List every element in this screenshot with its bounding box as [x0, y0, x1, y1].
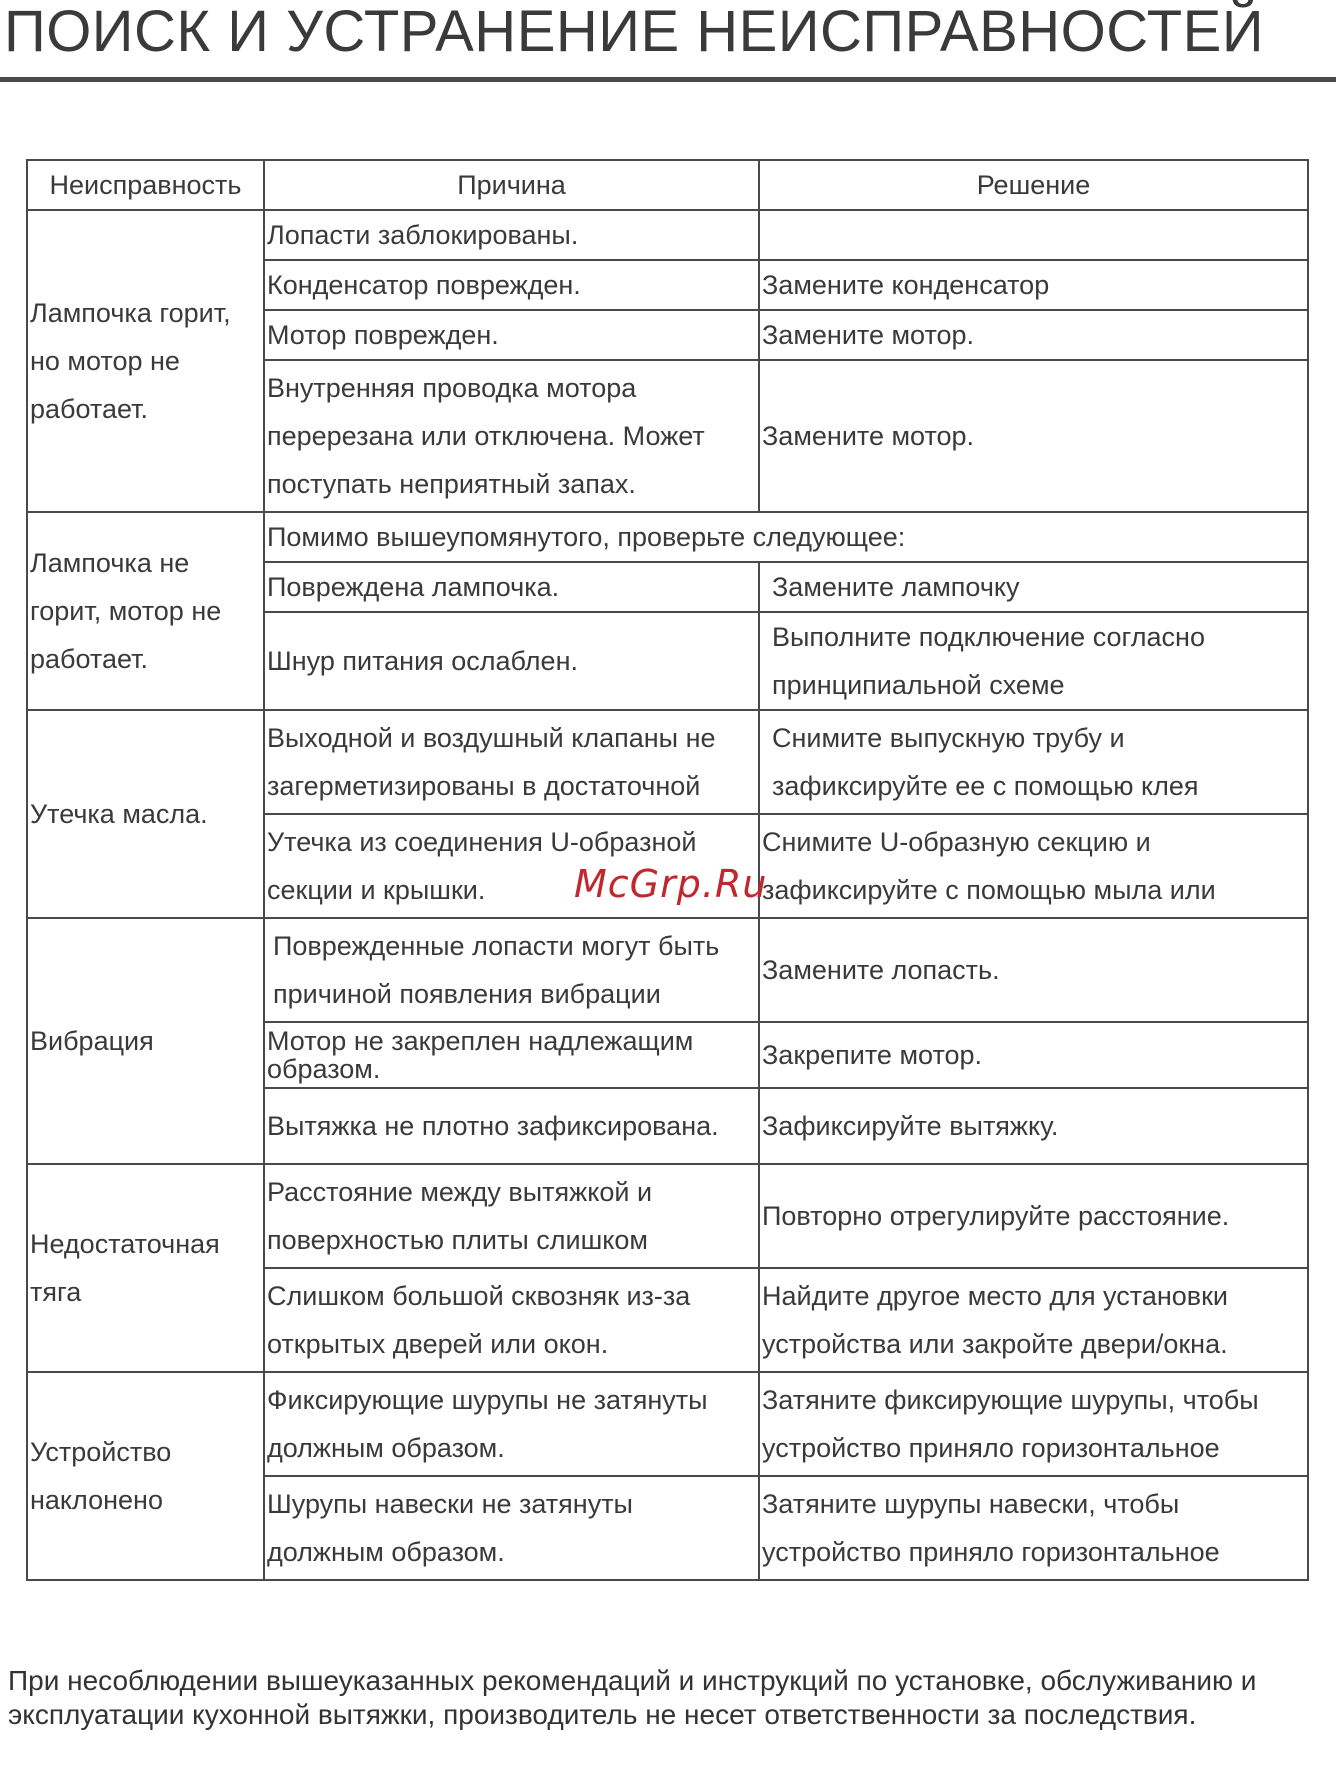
cause-cell: Слишком большой сквозняк из-за открытых дверей или окон.: [264, 1268, 759, 1372]
cause-cell: Лопасти заблокированы.: [264, 210, 759, 260]
solution-cell: Зафиксируйте вытяжку.: [759, 1088, 1308, 1164]
solution-cell: Замените конденсатор: [759, 260, 1308, 310]
fault-cell: Лампочка горит, но мотор не работает.: [27, 210, 264, 512]
header-fault: Неисправность: [27, 160, 264, 210]
fault-cell: Вибрация: [27, 918, 264, 1164]
solution-cell: Затяните фиксирующие шурупы, чтобы устройство приняло горизонтальное: [759, 1372, 1308, 1476]
cause-cell: Мотор не закреплен надлежащим образом.: [264, 1022, 759, 1088]
header-cause: Причина: [264, 160, 759, 210]
table-row: [27, 710, 1308, 814]
solution-cell: Найдите другое место для установки устройства или закройте двери/окна.: [759, 1268, 1308, 1372]
fault-cell: Лампочка не горит, мотор не работает.: [27, 512, 264, 710]
solution-cell: Снимите выпускную трубу и зафиксируйте ее с помощью клея: [759, 710, 1308, 814]
solution-cell: Снимите U-образную секцию и зафиксируйте с помощью мыла или: [759, 814, 1308, 918]
watermark-logo: McGrp.Ru: [574, 862, 768, 906]
table-row: [27, 210, 1308, 260]
solution-cell: Замените лопасть.: [759, 918, 1308, 1022]
solution-cell: Замените мотор.: [759, 310, 1308, 360]
disclaimer-text: При несоблюдении вышеуказанных рекомендаций и инструкций по установке, обслуживанию и эксплуатации кухонной вытяжки, производитель не несет ответственности за последствия.: [8, 1665, 1257, 1730]
cause-cell: Выходной и воздушный клапаны не загерметизированы в достаточной: [264, 710, 759, 814]
page-title: ПОИСК И УСТРАНЕНИЕ НЕИСПРАВНОСТЕЙ: [4, 0, 1265, 64]
cause-cell: Утечка из соединения U-образной секции и крышки.: [264, 814, 759, 918]
title-divider: [0, 77, 1336, 82]
solution-cell: Замените мотор.: [759, 360, 1308, 512]
fault-cell: Утечка масла.: [27, 710, 264, 918]
cause-cell: Шурупы навески не затянуты должным образом.: [264, 1476, 759, 1580]
cause-cell: Поврежденные лопасти могут быть причиной появления вибрации: [264, 918, 759, 1022]
table-row: [27, 1164, 1308, 1268]
solution-cell: Замените лампочку: [759, 562, 1308, 612]
table-row: [27, 918, 1308, 1022]
cause-cell: Расстояние между вытяжкой и поверхностью плиты слишком: [264, 1164, 759, 1268]
table-row: [27, 1372, 1308, 1476]
cause-cell: Повреждена лампочка.: [264, 562, 759, 612]
cause-cell: Внутренняя проводка мотора перерезана или отключена. Может поступать неприятный запах.: [264, 360, 759, 512]
cause-cell: Шнур питания ослаблен.: [264, 612, 759, 710]
header-solution: Решение: [759, 160, 1308, 210]
fault-cell: Недостаточная тяга: [27, 1164, 264, 1372]
fault-cell: Устройство наклонено: [27, 1372, 264, 1580]
table-header-row: [27, 160, 1308, 210]
note-cell: Помимо вышеупомянутого, проверьте следующее:: [264, 512, 1308, 562]
solution-cell: Повторно отрегулируйте расстояние.: [759, 1164, 1308, 1268]
solution-cell: Закрепите мотор.: [759, 1022, 1308, 1088]
solution-cell: [759, 210, 1308, 260]
solution-cell: Затяните шурупы навески, чтобы устройство приняло горизонтальное: [759, 1476, 1308, 1580]
cause-cell: Вытяжка не плотно зафиксирована.: [264, 1088, 759, 1164]
cause-cell: Фиксирующие шурупы не затянуты должным образом.: [264, 1372, 759, 1476]
table-row: [27, 512, 1308, 562]
solution-cell: Выполните подключение согласно принципиальной схеме: [759, 612, 1308, 710]
cause-cell: Конденсатор поврежден.: [264, 260, 759, 310]
cause-cell: Мотор поврежден.: [264, 310, 759, 360]
